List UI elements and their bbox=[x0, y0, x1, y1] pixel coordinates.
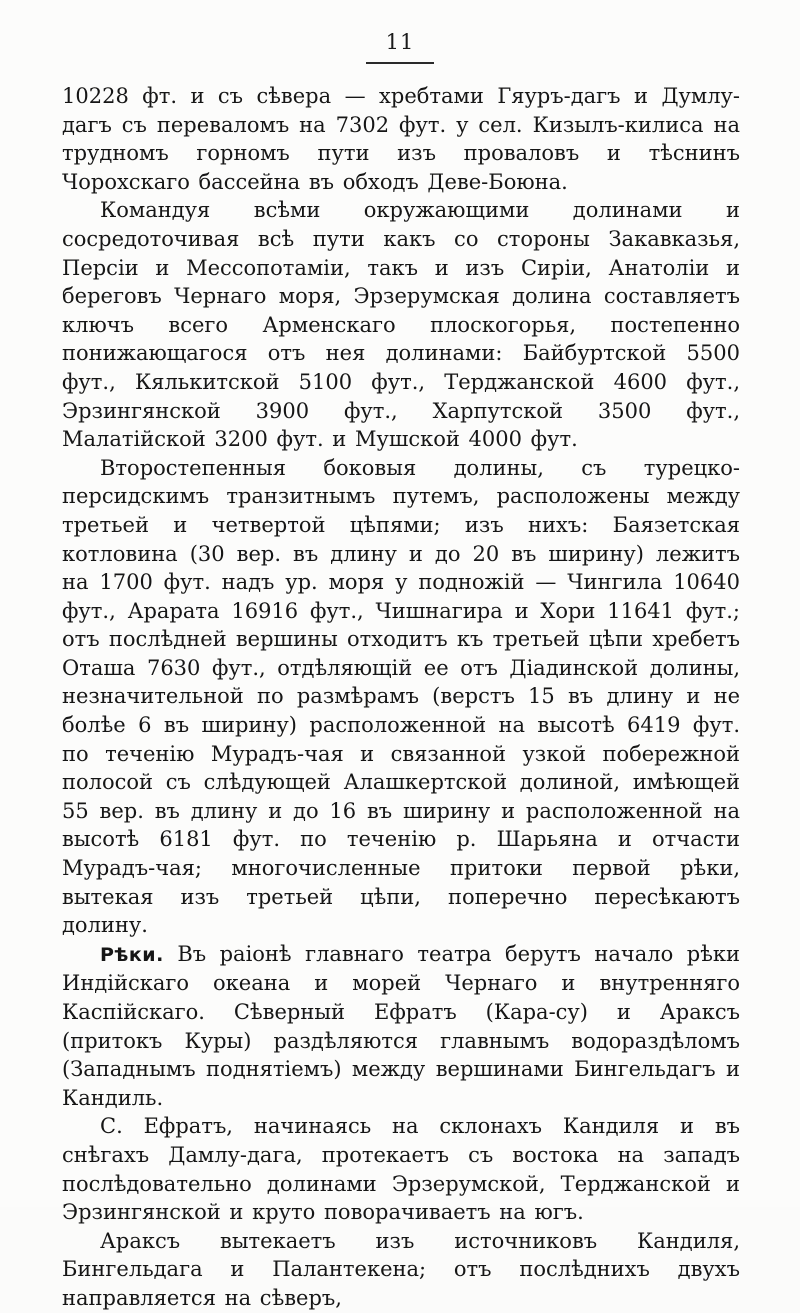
page-number-rule bbox=[366, 62, 434, 64]
paragraph-erzerum-valley: Командуя всѣми окружающими долинами и сосредоточивая всѣ пути какъ со стороны Закавказья, Персіи и Мессопотаміи, такъ и изъ Сиріи, Анатоліи и береговъ Чернаго моря, Эрзерумская долина составляетъ ключъ всего Арменскаго плоскогорья, постепенно понижающагося отъ нея долинами: Байбуртской 5500 фут., Кялькитской 5100 фут., Терджанской 4600 фут., Эрзингянской 3900 фут., Харпутской 3500 фут., Малатійской 3200 фут. и Мушской 4000 фут. bbox=[62, 198, 740, 452]
rivers-paragraph-text: Въ раіонѣ главнаго театра берутъ начало рѣки Индійскаго океана и морей Чернаго и внутренняго Каспійскаго. Сѣверный Ефратъ (Кара-су) и Араксъ (притокъ Куры) раздѣляются главнымъ водораздѣломъ (Западнымъ поднятіемъ) между вершинами Бингельдагъ и Кандиль. bbox=[62, 941, 740, 1110]
page-header bbox=[0, 30, 800, 64]
paragraph-secondary-valleys: Второстепенныя боковыя долины, съ турецко-персидскимъ транзитнымъ путемъ, расположены между третьей и четвертой цѣпями; изъ нихъ: Баязетская котловина (30 вер. въ длину и до 20 въ ширину) лежитъ на 1700 фут. надъ ур. моря у подножій — Чингила 10640 фут., Арарата 16916 фут., Чишнагира и Хори 11641 фут.; отъ послѣдней вершины отходитъ къ третьей цѣпи хребетъ Оташа 7630 фут., отдѣляющій ее отъ Діадинской долины, незначительной по размѣрамъ (верстъ 15 въ длину и не болѣе 6 въ ширину) расположенной на высотѣ 6419 фут. по теченію Мурадъ-чая и связанной узкой побережной полосой съ слѣдующей Алашкертской долиной, имѣющей 55 вер. въ длину и до 16 въ ширину и расположенной на высотѣ 6181 фут. по теченію р. Шарьяна и отчасти Мурадъ-чая; многочисленные притоки первой рѣки, вытекая изъ третьей цѣпи, поперечно пересѣкаютъ долину. bbox=[62, 455, 740, 938]
paragraph-araks: Араксъ вытекаетъ изъ источниковъ Кандиля, Бингельдага и Палантекена; отъ послѣднихъ двухъ направляется на сѣверъ, bbox=[62, 1228, 740, 1310]
page-number: 11 bbox=[385, 30, 415, 54]
paragraph-rivers bbox=[62, 940, 740, 1113]
body-text bbox=[62, 82, 740, 1313]
paragraph-north-euphrates: С. Ефратъ, начинаясь на склонахъ Кандиля и въ снѣгахъ Дамлу-дага, протекаетъ съ востока на западъ послѣдовательно долинами Эрзерумской, Терджанской и Эрзингянской и круто поворачиваетъ на югъ. bbox=[62, 1114, 740, 1225]
paragraph-mountains-continuation: 10228 фт. и съ сѣвера — хребтами Гяуръ-дагъ и Думлу-дагъ съ переваломъ на 7302 фут. у сел. Кизылъ-килиса на трудномъ горномъ пути изъ проваловъ и тѣснинъ Чорохскаго бассейна въ обходъ Деве-Боюна. bbox=[62, 84, 740, 194]
rivers-lead-word: Рѣки. bbox=[100, 943, 164, 966]
